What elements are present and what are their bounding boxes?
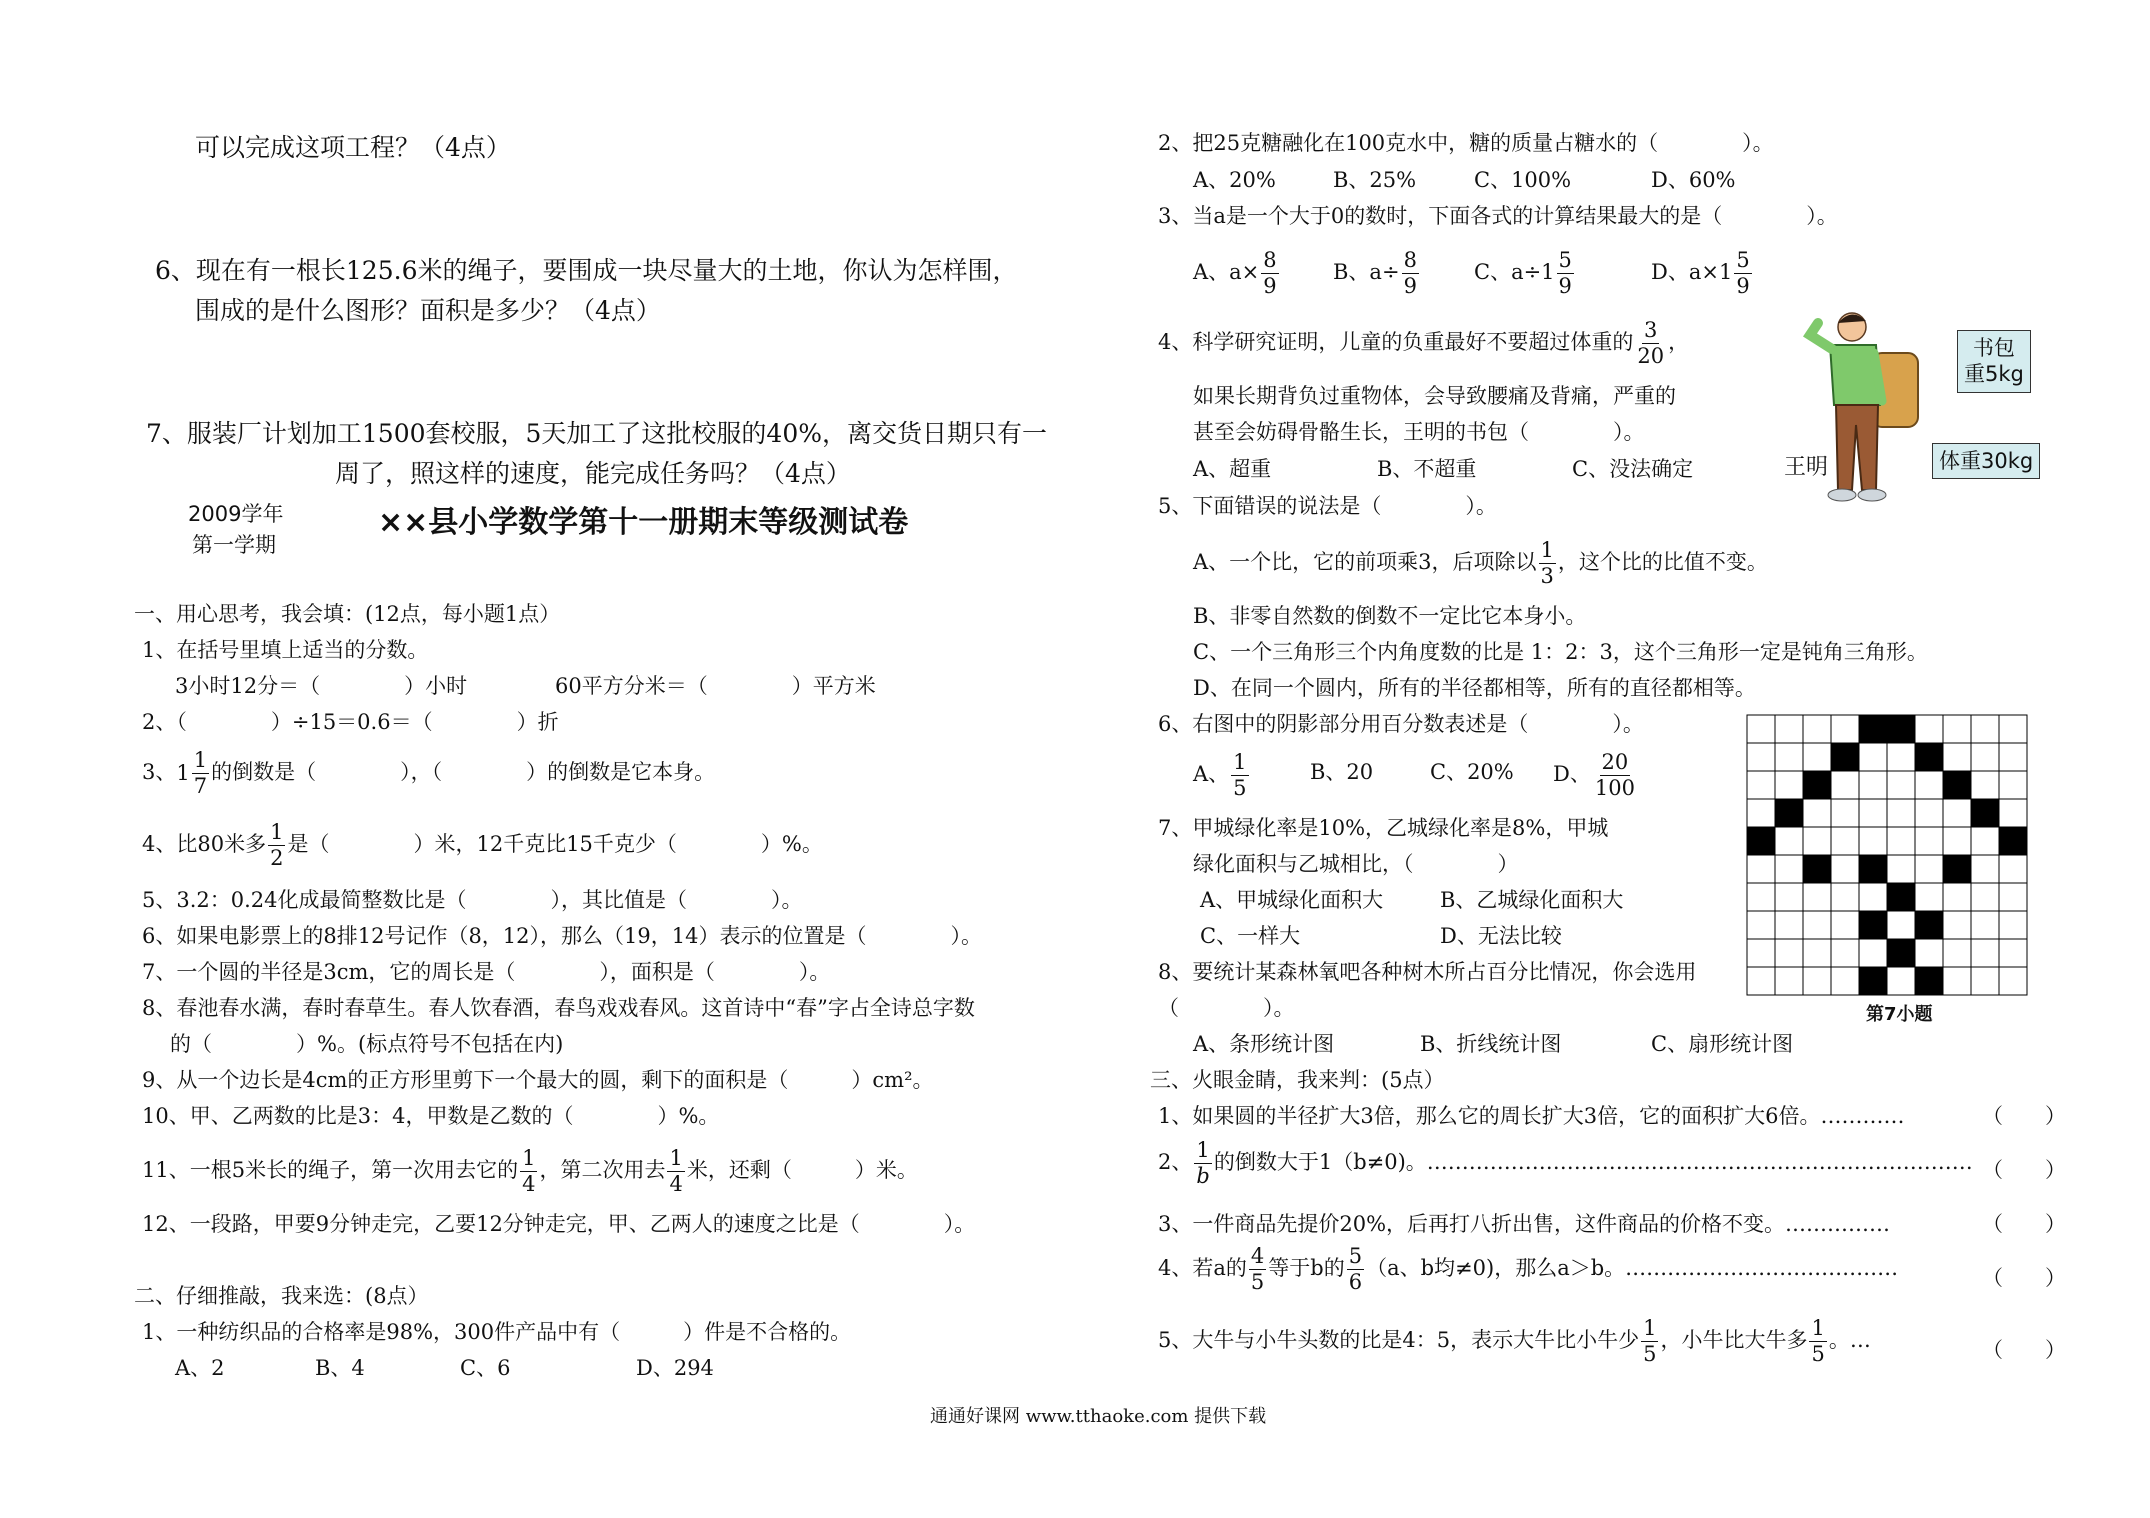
- s2-q4-line3: 甚至会妨碍骨骼生长，王明的书包（ ）。: [1193, 420, 1645, 444]
- grid-cell: [1831, 967, 1859, 995]
- grid-cell: [1803, 939, 1831, 967]
- grid-cell: [1747, 855, 1775, 883]
- grid-cell: [1859, 883, 1887, 911]
- s2-q3-option-b: B、a÷ $\frac{8}{9}$: [1333, 248, 1417, 298]
- s1-q4-prefix: 4、比80米多: [142, 832, 267, 856]
- grid-cell: [1915, 715, 1943, 743]
- grid-cell: [1887, 855, 1915, 883]
- grid-cell-shaded: [1943, 771, 1971, 799]
- grid-cell: [1943, 743, 1971, 771]
- grid-cell: [1999, 939, 2027, 967]
- grid-cell: [1859, 743, 1887, 771]
- grid-cell-shaded: [1747, 827, 1775, 855]
- grid-cell: [1803, 799, 1831, 827]
- s3-q2: 2、 $\frac{1}{b}$ 的倒数大于1（b≠0)。……………………………………………………………………: [1158, 1138, 1973, 1188]
- s1-q9: 9、从一个边长是4cm的正方形里剪下一个最大的圆，剩下的面积是（ ）cm²。: [142, 1068, 934, 1092]
- grid-cell: [1943, 967, 1971, 995]
- grid-cell-shaded: [1775, 799, 1803, 827]
- grid-cell: [1971, 911, 1999, 939]
- s3-q3-answer-box[interactable]: （ ）: [1982, 1212, 2066, 1236]
- s2-q4-line1: 4、科学研究证明，儿童的负重最好不要超过体重的 $\frac{3}{20}$ ，: [1158, 318, 1690, 368]
- s1-q1-b: 60平方分米＝（ ）平方米: [555, 674, 876, 698]
- s1-q11-prefix: 11、一根5米长的绳子，第一次用去它的: [142, 1158, 519, 1182]
- s2-q6-option-b: B、20: [1310, 760, 1374, 784]
- grid-cell: [1831, 715, 1859, 743]
- backpack-weight-label: 书包 重5kg: [1957, 330, 2031, 393]
- s2-q6: 6、右图中的阴影部分用百分数表述是（ ）。: [1158, 712, 1644, 736]
- grid-cell-shaded: [1887, 939, 1915, 967]
- grid-cell: [1831, 799, 1859, 827]
- grid-cell: [1831, 939, 1859, 967]
- grid-cell: [1915, 855, 1943, 883]
- s2-q7-line2: 绿化面积与乙城相比，（ ）: [1193, 852, 1519, 876]
- q6-line2: 围成的是什么图形？面积是多少？（4点）: [195, 296, 661, 325]
- s3-q2-answer-box[interactable]: （ ）: [1982, 1158, 2066, 1182]
- grid-cell: [1915, 939, 1943, 967]
- grid-cell: [1747, 939, 1775, 967]
- s1-q3-text: 的倒数是（ ），（ ）的倒数是它本身。: [211, 760, 716, 784]
- s2-q1-option-c: C、6: [460, 1356, 511, 1380]
- school-year: 2009学年: [188, 502, 284, 526]
- s3-q3: 3、一件商品先提价20%，后再打八折出售，这件商品的价格不变。……………: [1158, 1212, 1891, 1236]
- s1-q3: [142, 750, 715, 797]
- grid-cell: [1747, 799, 1775, 827]
- s2-q8-line1: 8、要统计某森林氧吧各种树木所占百分比情况，你会选用: [1158, 960, 1697, 984]
- s2-q6-option-a: A、 $\frac{1}{5}$: [1193, 750, 1247, 800]
- s2-q7-option-b: B、乙城绿化面积大: [1440, 888, 1624, 912]
- grid-cell: [1803, 911, 1831, 939]
- grid-cell: [1775, 939, 1803, 967]
- grid-cell: [1775, 771, 1803, 799]
- grid-cell: [1803, 827, 1831, 855]
- grid-cell: [1831, 855, 1859, 883]
- s2-q5-option-b: B、非零自然数的倒数不一定比它本身小。: [1193, 604, 1587, 628]
- grid-cell: [1775, 911, 1803, 939]
- s2-q7-option-d: D、无法比较: [1440, 924, 1562, 948]
- grid-cell: [1831, 827, 1859, 855]
- s1-q8-line1: 8、春池春水满，春时春草生。春人饮春酒，春鸟戏戏春风。这首诗中“春”字占全诗总字数: [142, 996, 975, 1020]
- grid-cell: [1887, 799, 1915, 827]
- grid-cell: [1971, 967, 1999, 995]
- s1-q6: 6、如果电影票上的8排12号记作（8，12），那么（19，14）表示的位置是（ ）。: [142, 924, 982, 948]
- figure-name-label: 王明: [1784, 455, 1829, 480]
- grid-cell-shaded: [1859, 967, 1887, 995]
- q7-line2: 周了，照这样的速度，能完成任务吗？（4点）: [335, 459, 851, 488]
- grid-cell: [1971, 939, 1999, 967]
- grid-cell-shaded: [1859, 715, 1887, 743]
- grid-cell: [1915, 883, 1943, 911]
- grid-cell: [1999, 715, 2027, 743]
- grid-cell: [1943, 827, 1971, 855]
- semester: 第一学期: [192, 533, 276, 557]
- q5-tail: 可以完成这项工程？（4点）: [195, 133, 511, 162]
- s2-q1-option-a: A、2: [175, 1356, 225, 1380]
- grid-cell: [1775, 715, 1803, 743]
- s2-q6-option-d: D、 $\frac{20}{100}$: [1553, 750, 1635, 800]
- s1-q3-fraction: $\frac{1}{7}$: [193, 748, 208, 798]
- s3-q5: 5、大牛与小牛头数的比是4：5，表示大牛比小牛少 $\frac{1}{5}$ ，小牛比大牛多 $\frac{1}{5}$ 。…: [1158, 1316, 1871, 1366]
- grid-cell-shaded: [1943, 855, 1971, 883]
- grid-cell: [1859, 799, 1887, 827]
- grid-cell-shaded: [1915, 743, 1943, 771]
- grid-cell: [1999, 799, 2027, 827]
- s1-q10: 10、甲、乙两数的比是3：4，甲数是乙数的（ ）%。: [142, 1104, 720, 1128]
- grid-cell: [1803, 883, 1831, 911]
- s2-q3-option-a: A、a× $\frac{8}{9}$: [1193, 248, 1277, 298]
- s1-q8-line2: 的（ ）%。(标点符号不包括在内): [170, 1032, 564, 1056]
- grid-cell: [1999, 855, 2027, 883]
- s2-q5-option-a: A、一个比，它的前项乘3，后项除以 $\frac{1}{3}$ ，这个比的比值不变。: [1193, 538, 1768, 588]
- section1-header: 一、用心思考，我会填：(12点，每小题1点）: [134, 602, 561, 626]
- section3-header: 三、火眼金睛，我来判：(5点）: [1150, 1068, 1445, 1092]
- section2-header: 二、仔细推敲，我来选：(8点）: [134, 1284, 429, 1308]
- grid-cell: [1831, 911, 1859, 939]
- grid-cell: [1775, 883, 1803, 911]
- grid-cell: [1915, 771, 1943, 799]
- s1-q11-fraction-2: $\frac{1}{4}$: [669, 1146, 683, 1196]
- grid-cell: [1943, 939, 1971, 967]
- s2-q4-line2: 如果长期背负过重物体，会导致腰痛及背痛，严重的: [1193, 384, 1676, 408]
- grid-cell: [1775, 827, 1803, 855]
- s2-q7-option-c: C、一样大: [1200, 924, 1301, 948]
- s1-q1: 1、在括号里填上适当的分数。: [142, 638, 429, 662]
- grid-cell: [1775, 743, 1803, 771]
- grid-cell: [1943, 715, 1971, 743]
- exam-title: ××县小学数学第十一册期末等级测试卷: [378, 505, 909, 540]
- s1-q12: 12、一段路，甲要9分钟走完，乙要12分钟走完，甲、乙两人的速度之比是（ ）。: [142, 1212, 976, 1236]
- grid-cell: [1943, 799, 1971, 827]
- s2-q5-option-d: D、在同一个圆内，所有的半径都相等，所有的直径都相等。: [1193, 676, 1756, 700]
- s2-q4-option-c: C、没法确定: [1572, 457, 1694, 481]
- s1-q11-mid: ，第二次用去: [539, 1158, 666, 1182]
- grid-cell: [1803, 967, 1831, 995]
- s2-q8-option-c: C、扇形统计图: [1651, 1032, 1794, 1056]
- s2-q8-option-a: A、条形统计图: [1193, 1032, 1335, 1056]
- grid-cell: [1999, 771, 2027, 799]
- s1-q3-prefix: 3、: [142, 760, 177, 784]
- grid-cell: [1747, 715, 1775, 743]
- body-weight-label: 体重30kg: [1932, 443, 2040, 479]
- grid-cell: [1747, 967, 1775, 995]
- grid-cell: [1971, 771, 1999, 799]
- grid-cell: [1887, 743, 1915, 771]
- s2-q1: 1、一种纺织品的合格率是98%，300件产品中有（ ）件是不合格的。: [142, 1320, 852, 1344]
- grid-cell: [1887, 771, 1915, 799]
- s1-q5: 5、3.2：0.24化成最简整数比是（ ），其比值是（ ）。: [142, 888, 803, 912]
- grid-cell: [1999, 883, 2027, 911]
- q6-line1: 6、现在有一根长125.6米的绳子，要围成一块尽量大的土地，你认为怎样围，: [155, 256, 1018, 285]
- grid-cell: [1747, 771, 1775, 799]
- grid-cell: [1831, 771, 1859, 799]
- s3-q4-answer-box[interactable]: （ ）: [1982, 1266, 2066, 1290]
- grid-cell: [1971, 883, 1999, 911]
- grid-cell: [1971, 743, 1999, 771]
- grid-cell: [1971, 827, 1999, 855]
- s3-q1-answer-box[interactable]: （ ）: [1982, 1104, 2066, 1128]
- s2-q1-option-d: D、294: [636, 1356, 714, 1380]
- s1-q11-text: 米，还剩（ ）米。: [686, 1158, 918, 1182]
- s1-q4: [142, 822, 823, 869]
- s1-q1-a: 3小时12分＝（ ）小时: [175, 674, 468, 698]
- grid-cell-shaded: [1831, 743, 1859, 771]
- grid-cell-shaded: [1999, 827, 2027, 855]
- grid-cell-shaded: [1971, 799, 1999, 827]
- grid-cell: [1915, 799, 1943, 827]
- footer-source: 通通好课网 www.tthaoke.com 提供下载: [930, 1406, 1267, 1427]
- grid-cell: [1943, 883, 1971, 911]
- s2-q2-option-a: A、20%: [1193, 168, 1276, 192]
- grid-cell-shaded: [1803, 771, 1831, 799]
- grid-cell: [1747, 743, 1775, 771]
- s2-q8-option-b: B、折线统计图: [1420, 1032, 1562, 1056]
- s2-q2: 2、把25克糖融化在100克水中，糖的质量占糖水的（ ）。: [1158, 131, 1774, 155]
- grid-cell: [1859, 771, 1887, 799]
- grid-cell: [1971, 715, 1999, 743]
- grid-cell: [1999, 743, 2027, 771]
- s2-q5-option-c: C、一个三角形三个内角度数的比是 1：2：3，这个三角形一定是钝角三角形。: [1193, 640, 1928, 664]
- grid-cell: [1943, 911, 1971, 939]
- grid-cell: [1999, 967, 2027, 995]
- grid-cell: [1831, 883, 1859, 911]
- grid-cell: [1887, 827, 1915, 855]
- s3-q1: 1、如果圆的半径扩大3倍，那么它的周长扩大3倍，它的面积扩大6倍。…………: [1158, 1104, 1905, 1128]
- s2-q4-option-a: A、超重: [1193, 457, 1272, 481]
- grid-cell-shaded: [1859, 911, 1887, 939]
- grid-cell: [1803, 715, 1831, 743]
- grid-cell: [1887, 911, 1915, 939]
- shaded-grid-figure: [1746, 714, 2028, 996]
- s2-q2-option-b: B、25%: [1333, 168, 1417, 192]
- s2-q3: 3、当a是一个大于0的数时，下面各式的计算结果最大的是（ ）。: [1158, 204, 1838, 228]
- grid-caption: 第7小题: [1866, 1004, 1933, 1025]
- s2-q3-option-c: C、a÷1 $\frac{5}{9}$: [1474, 248, 1572, 298]
- grid-cell: [1915, 827, 1943, 855]
- s2-q3-option-d: D、a×1 $\frac{5}{9}$: [1651, 248, 1750, 298]
- grid-cell-shaded: [1887, 715, 1915, 743]
- s1-q7: 7、一个圆的半径是3cm，它的周长是（ ），面积是（ ）。: [142, 960, 831, 984]
- s1-q11: [142, 1148, 918, 1195]
- s1-q11-fraction-1: $\frac{1}{4}$: [522, 1146, 536, 1196]
- s2-q2-option-d: D、60%: [1651, 168, 1736, 192]
- s2-q5: 5、下面错误的说法是（ ）。: [1158, 494, 1497, 518]
- s3-q4: 4、若a的 $\frac{4}{5}$ 等于b的 $\frac{5}{6}$ （a、b均≠0)，那么a＞b。…………………………………: [1158, 1244, 1899, 1294]
- s2-q2-option-c: C、100%: [1474, 168, 1572, 192]
- s2-q7-option-a: A、甲城绿化面积大: [1200, 888, 1384, 912]
- grid-cell: [1775, 967, 1803, 995]
- s1-q2: 2、（ ）÷15＝0.6＝（ ）折: [142, 710, 559, 734]
- s1-q3-whole: 1: [176, 761, 190, 785]
- grid-cell: [1971, 855, 1999, 883]
- grid-cell: [1859, 827, 1887, 855]
- s1-q4-text: 是（ ）米，12千克比15千克少（ ）%。: [287, 832, 823, 856]
- grid-cell: [1747, 911, 1775, 939]
- grid-cell: [1803, 743, 1831, 771]
- s2-q6-option-c: C、20%: [1430, 760, 1514, 784]
- grid-cell: [1775, 855, 1803, 883]
- s3-q5-answer-box[interactable]: （ ）: [1982, 1338, 2066, 1362]
- grid-cell: [1887, 967, 1915, 995]
- grid-cell-shaded: [1803, 855, 1831, 883]
- grid-cell-shaded: [1859, 855, 1887, 883]
- s1-q4-fraction: $\frac{1}{2}$: [270, 820, 284, 870]
- grid-cell-shaded: [1887, 883, 1915, 911]
- s2-q1-option-b: B、4: [315, 1356, 365, 1380]
- grid-cell-shaded: [1915, 911, 1943, 939]
- s2-q4-option-b: B、不超重: [1377, 457, 1477, 481]
- q7-line1: 7、服装厂计划加工1500套校服，5天加工了这批校服的40%，离交货日期只有一: [146, 419, 1048, 448]
- grid-cell: [1999, 911, 2027, 939]
- grid-cell: [1747, 883, 1775, 911]
- grid-cell-shaded: [1915, 967, 1943, 995]
- s2-q7-line1: 7、甲城绿化率是10%，乙城绿化率是8%，甲城: [1158, 816, 1609, 840]
- grid-cell: [1859, 939, 1887, 967]
- s2-q4-fraction: $\frac{3}{20}$: [1637, 318, 1665, 368]
- s2-q8-line2: （ ）。: [1158, 996, 1295, 1020]
